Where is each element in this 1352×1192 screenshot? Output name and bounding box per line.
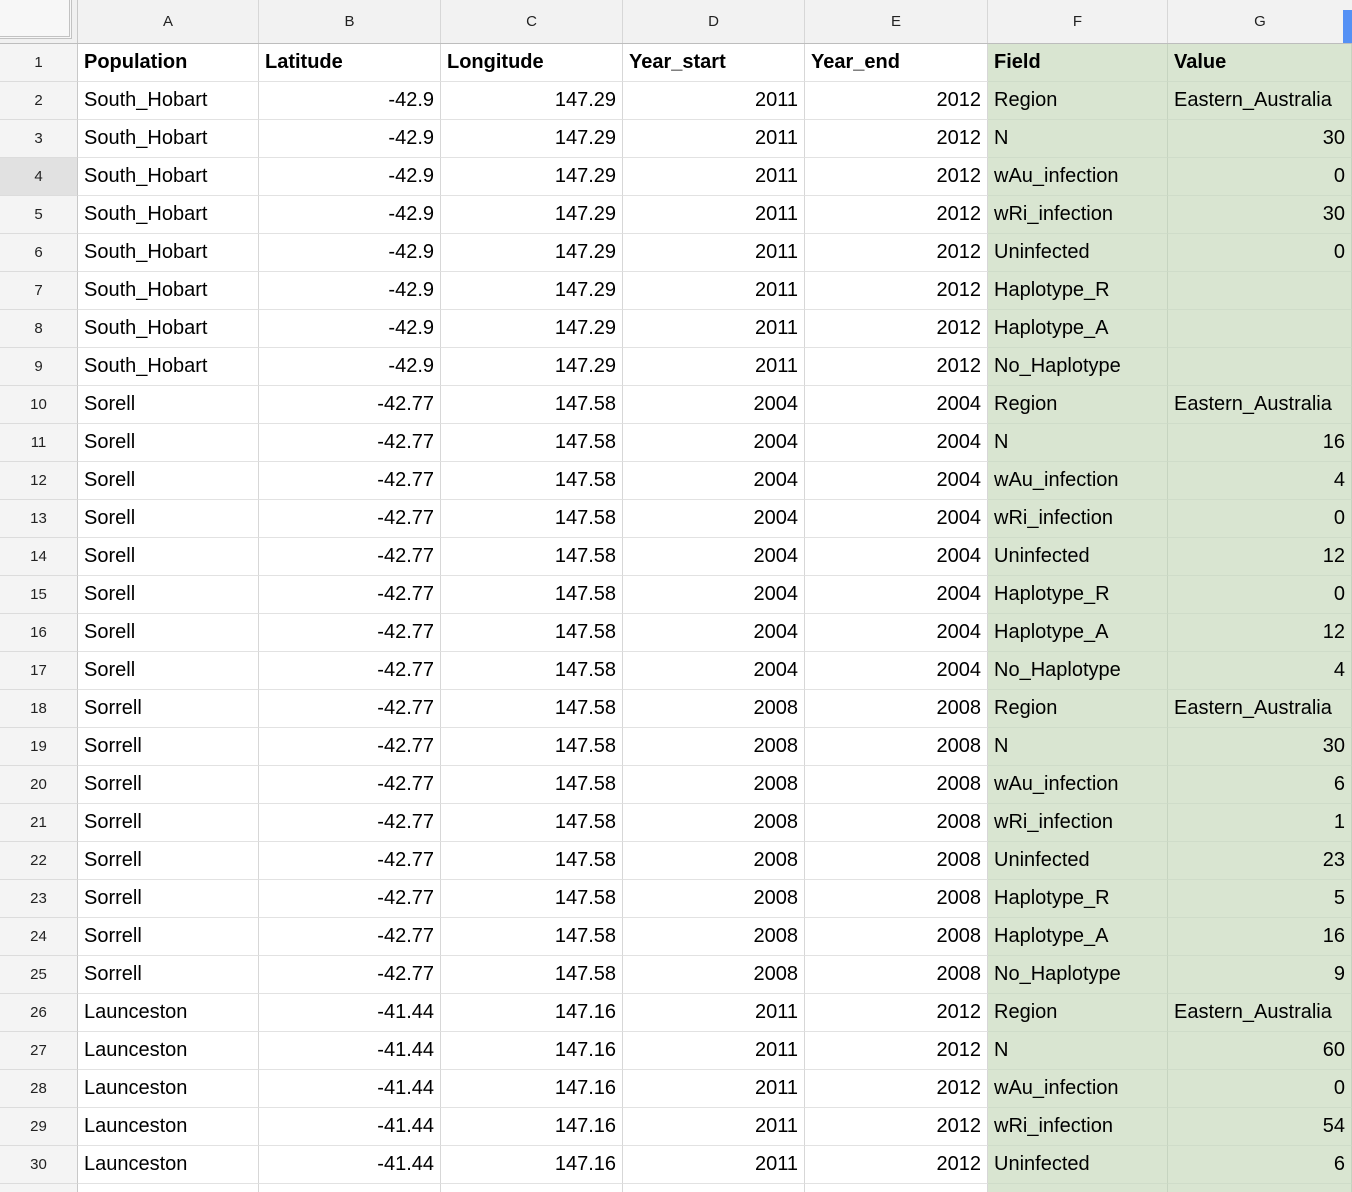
cell[interactable] xyxy=(1168,348,1352,386)
cell[interactable]: wAu_infection xyxy=(988,462,1168,500)
table-row xyxy=(0,386,1352,424)
cell[interactable]: South_Hobart xyxy=(78,348,259,386)
cell[interactable] xyxy=(623,1184,805,1192)
cell[interactable]: -41.44 xyxy=(259,1146,441,1184)
cell[interactable]: 12 xyxy=(1168,538,1352,576)
cell[interactable]: No_Haplotype xyxy=(988,956,1168,994)
row-header-11[interactable]: 11 xyxy=(0,424,78,462)
cell[interactable] xyxy=(441,1184,623,1192)
column-header-E[interactable]: E xyxy=(805,0,988,43)
cell[interactable]: wRi_infection xyxy=(988,804,1168,842)
cell[interactable]: 2011 xyxy=(623,82,805,120)
cell[interactable]: 2004 xyxy=(805,538,988,576)
row-header-26[interactable]: 26 xyxy=(0,994,78,1032)
cell[interactable]: Year_start xyxy=(623,44,805,82)
cell[interactable]: 147.29 xyxy=(441,120,623,158)
cell[interactable]: 0 xyxy=(1168,500,1352,538)
cell[interactable]: 2012 xyxy=(805,234,988,272)
cell[interactable]: 2008 xyxy=(623,728,805,766)
cell[interactable]: 147.58 xyxy=(441,880,623,918)
cell[interactable]: 147.29 xyxy=(441,234,623,272)
cell[interactable]: -41.44 xyxy=(259,994,441,1032)
header-row xyxy=(0,44,1352,82)
row-header-20[interactable]: 20 xyxy=(0,766,78,804)
cell[interactable]: 2004 xyxy=(805,500,988,538)
cell[interactable]: 60 xyxy=(1168,1032,1352,1070)
cell[interactable]: Uninfected xyxy=(988,842,1168,880)
table-row xyxy=(0,766,1352,804)
cell[interactable]: 16 xyxy=(1168,918,1352,956)
cell[interactable]: Eastern_Australia xyxy=(1168,994,1352,1032)
select-all-bevel xyxy=(0,0,72,39)
cell[interactable]: Sorrell xyxy=(78,956,259,994)
table-row xyxy=(0,234,1352,272)
cell[interactable]: 0 xyxy=(1168,1070,1352,1108)
cell[interactable]: Sorrell xyxy=(78,766,259,804)
cell[interactable]: Sorrell xyxy=(78,690,259,728)
cell[interactable]: 2008 xyxy=(805,804,988,842)
cell[interactable]: 147.58 xyxy=(441,690,623,728)
cell[interactable]: Region xyxy=(988,386,1168,424)
cell[interactable]: 2012 xyxy=(805,994,988,1032)
cell[interactable]: 2011 xyxy=(623,1108,805,1146)
cell[interactable]: 1 xyxy=(1168,804,1352,842)
cell[interactable]: 147.16 xyxy=(441,1070,623,1108)
cell[interactable]: Haplotype_R xyxy=(988,576,1168,614)
cell[interactable]: N xyxy=(988,424,1168,462)
row-header-7[interactable]: 7 xyxy=(0,272,78,310)
cell[interactable]: 2004 xyxy=(623,576,805,614)
cell[interactable]: Haplotype_R xyxy=(988,272,1168,310)
grid-body xyxy=(0,44,1352,1192)
cell[interactable] xyxy=(78,1184,259,1192)
cell[interactable]: -42.9 xyxy=(259,310,441,348)
cell[interactable]: 0 xyxy=(1168,158,1352,196)
table-row xyxy=(0,272,1352,310)
cell[interactable]: wAu_infection xyxy=(988,766,1168,804)
cell[interactable]: -42.77 xyxy=(259,424,441,462)
cell[interactable]: 16 xyxy=(1168,424,1352,462)
cell[interactable]: 147.58 xyxy=(441,652,623,690)
cell[interactable]: 2008 xyxy=(623,880,805,918)
cell[interactable]: South_Hobart xyxy=(78,310,259,348)
row-header-3[interactable]: 3 xyxy=(0,120,78,158)
cell[interactable] xyxy=(805,1184,988,1192)
cell[interactable]: 2011 xyxy=(623,310,805,348)
cell[interactable]: Region xyxy=(988,994,1168,1032)
cell[interactable]: Sorrell xyxy=(78,918,259,956)
cell[interactable]: South_Hobart xyxy=(78,196,259,234)
table-row xyxy=(0,994,1352,1032)
cell[interactable]: Eastern_Australia xyxy=(1168,386,1352,424)
cell[interactable]: 4 xyxy=(1168,652,1352,690)
cell[interactable]: Sorell xyxy=(78,386,259,424)
cell[interactable]: 2012 xyxy=(805,82,988,120)
row-header-21[interactable]: 21 xyxy=(0,804,78,842)
cell[interactable]: wAu_infection xyxy=(988,1070,1168,1108)
cell[interactable]: -42.9 xyxy=(259,158,441,196)
cell[interactable] xyxy=(1168,272,1352,310)
column-header-D[interactable]: D xyxy=(623,0,805,43)
cell[interactable] xyxy=(1168,1184,1352,1192)
cell[interactable]: 2012 xyxy=(805,120,988,158)
partial-row xyxy=(0,1184,1352,1192)
cell[interactable]: 2008 xyxy=(623,766,805,804)
cell[interactable]: Value xyxy=(1168,44,1352,82)
cell[interactable]: 2008 xyxy=(805,842,988,880)
table-row xyxy=(0,310,1352,348)
cell[interactable]: -42.9 xyxy=(259,234,441,272)
table-row xyxy=(0,842,1352,880)
cell[interactable]: 2008 xyxy=(805,690,988,728)
cell[interactable] xyxy=(259,1184,441,1192)
cell[interactable]: 2008 xyxy=(623,842,805,880)
row-header-9[interactable]: 9 xyxy=(0,348,78,386)
cell[interactable]: -42.77 xyxy=(259,538,441,576)
cell[interactable]: -42.9 xyxy=(259,120,441,158)
row-header-2[interactable]: 2 xyxy=(0,82,78,120)
cell[interactable]: Haplotype_R xyxy=(988,880,1168,918)
cell[interactable]: 147.29 xyxy=(441,348,623,386)
cell[interactable]: Year_end xyxy=(805,44,988,82)
cell[interactable]: 2008 xyxy=(805,956,988,994)
cell[interactable]: -42.77 xyxy=(259,766,441,804)
cell[interactable]: 147.58 xyxy=(441,500,623,538)
cell[interactable]: 147.58 xyxy=(441,386,623,424)
cell[interactable]: 2008 xyxy=(623,956,805,994)
row-header-16[interactable]: 16 xyxy=(0,614,78,652)
cell[interactable]: Sorell xyxy=(78,462,259,500)
cell[interactable]: 12 xyxy=(1168,614,1352,652)
cell[interactable]: -42.77 xyxy=(259,956,441,994)
cell[interactable]: Sorell xyxy=(78,614,259,652)
cell[interactable]: 2004 xyxy=(805,652,988,690)
cell[interactable]: Launceston xyxy=(78,994,259,1032)
row-header-4[interactable]: 4 xyxy=(0,158,78,196)
row-header-6[interactable]: 6 xyxy=(0,234,78,272)
cell[interactable]: -42.77 xyxy=(259,500,441,538)
cell[interactable]: 2004 xyxy=(623,424,805,462)
cell[interactable]: -42.77 xyxy=(259,462,441,500)
cell[interactable]: 147.16 xyxy=(441,994,623,1032)
cell[interactable]: 2004 xyxy=(805,576,988,614)
cell[interactable]: Longitude xyxy=(441,44,623,82)
cell[interactable]: 2008 xyxy=(805,918,988,956)
table-row xyxy=(0,728,1352,766)
cell[interactable]: Population xyxy=(78,44,259,82)
cell[interactable]: Uninfected xyxy=(988,1146,1168,1184)
cell[interactable]: -42.77 xyxy=(259,728,441,766)
row-header-1[interactable]: 1 xyxy=(0,44,78,82)
cell[interactable]: 6 xyxy=(1168,766,1352,804)
cell[interactable]: 147.29 xyxy=(441,310,623,348)
cell[interactable]: 147.58 xyxy=(441,614,623,652)
cell[interactable]: N xyxy=(988,1032,1168,1070)
cell[interactable]: South_Hobart xyxy=(78,272,259,310)
cell[interactable]: -41.44 xyxy=(259,1032,441,1070)
cell[interactable]: Sorell xyxy=(78,652,259,690)
table-row xyxy=(0,1146,1352,1184)
cell[interactable]: -41.44 xyxy=(259,1108,441,1146)
table-row xyxy=(0,880,1352,918)
table-row xyxy=(0,614,1352,652)
table-row xyxy=(0,462,1352,500)
cell[interactable]: 23 xyxy=(1168,842,1352,880)
table-row xyxy=(0,918,1352,956)
cell[interactable]: Sorrell xyxy=(78,804,259,842)
cell[interactable]: 2004 xyxy=(623,386,805,424)
cell[interactable]: -42.9 xyxy=(259,272,441,310)
cell[interactable]: 147.58 xyxy=(441,576,623,614)
cell[interactable]: 147.58 xyxy=(441,956,623,994)
cell[interactable]: 147.58 xyxy=(441,728,623,766)
cell[interactable]: 2008 xyxy=(805,728,988,766)
cell[interactable]: wAu_infection xyxy=(988,158,1168,196)
cell[interactable]: 2008 xyxy=(805,766,988,804)
cell[interactable]: 2004 xyxy=(805,386,988,424)
cell[interactable]: -42.77 xyxy=(259,652,441,690)
cell[interactable]: Eastern_Australia xyxy=(1168,690,1352,728)
column-header-B[interactable]: B xyxy=(259,0,441,43)
row-header-22[interactable]: 22 xyxy=(0,842,78,880)
table-row xyxy=(0,500,1352,538)
column-header-F[interactable]: F xyxy=(988,0,1168,43)
row-header-27[interactable]: 27 xyxy=(0,1032,78,1070)
cell[interactable]: -42.77 xyxy=(259,842,441,880)
row-header-24[interactable]: 24 xyxy=(0,918,78,956)
row-header-14[interactable]: 14 xyxy=(0,538,78,576)
row-header-18[interactable]: 18 xyxy=(0,690,78,728)
row-header-30[interactable]: 30 xyxy=(0,1146,78,1184)
cell[interactable]: 2011 xyxy=(623,1070,805,1108)
table-row xyxy=(0,690,1352,728)
cell[interactable]: 147.58 xyxy=(441,424,623,462)
cell[interactable]: 147.58 xyxy=(441,804,623,842)
row-header-28[interactable]: 28 xyxy=(0,1070,78,1108)
row-header-8[interactable]: 8 xyxy=(0,310,78,348)
row-header-10[interactable]: 10 xyxy=(0,386,78,424)
cell[interactable]: South_Hobart xyxy=(78,120,259,158)
cell[interactable]: Haplotype_A xyxy=(988,918,1168,956)
cell[interactable]: 2012 xyxy=(805,348,988,386)
cell[interactable]: -42.77 xyxy=(259,576,441,614)
cell[interactable]: 54 xyxy=(1168,1108,1352,1146)
cell[interactable]: 2011 xyxy=(623,348,805,386)
cell[interactable]: 147.58 xyxy=(441,766,623,804)
cell[interactable]: 30 xyxy=(1168,728,1352,766)
row-header-15[interactable]: 15 xyxy=(0,576,78,614)
cell[interactable]: 147.16 xyxy=(441,1032,623,1070)
cell[interactable]: Latitude xyxy=(259,44,441,82)
cell[interactable]: 2008 xyxy=(623,918,805,956)
cell[interactable] xyxy=(988,1184,1168,1192)
cell[interactable]: 147.29 xyxy=(441,272,623,310)
table-row xyxy=(0,576,1352,614)
table-row xyxy=(0,1108,1352,1146)
cell[interactable]: Launceston xyxy=(78,1146,259,1184)
cell[interactable]: 2004 xyxy=(623,538,805,576)
row-header-25[interactable]: 25 xyxy=(0,956,78,994)
cell[interactable]: No_Haplotype xyxy=(988,652,1168,690)
table-row xyxy=(0,1032,1352,1070)
cell[interactable]: N xyxy=(988,728,1168,766)
cell[interactable]: 0 xyxy=(1168,234,1352,272)
cell[interactable]: 2004 xyxy=(623,614,805,652)
column-header-row xyxy=(0,0,1352,44)
row-header-12[interactable]: 12 xyxy=(0,462,78,500)
cell[interactable]: Launceston xyxy=(78,1108,259,1146)
cell[interactable]: Eastern_Australia xyxy=(1168,82,1352,120)
row-header-23[interactable]: 23 xyxy=(0,880,78,918)
cell[interactable]: 2012 xyxy=(805,196,988,234)
cell[interactable]: 2011 xyxy=(623,1146,805,1184)
table-row xyxy=(0,652,1352,690)
cell[interactable]: 2004 xyxy=(805,424,988,462)
cell[interactable]: 2011 xyxy=(623,234,805,272)
cell[interactable]: 2011 xyxy=(623,120,805,158)
cell[interactable]: 2012 xyxy=(805,1032,988,1070)
cell[interactable]: 4 xyxy=(1168,462,1352,500)
cell[interactable]: South_Hobart xyxy=(78,234,259,272)
cell[interactable]: -42.77 xyxy=(259,804,441,842)
table-row xyxy=(0,348,1352,386)
column-header-A[interactable]: A xyxy=(78,0,259,43)
cell[interactable]: 147.29 xyxy=(441,158,623,196)
cell[interactable]: 2011 xyxy=(623,196,805,234)
cell[interactable]: Region xyxy=(988,82,1168,120)
cell[interactable]: -42.9 xyxy=(259,82,441,120)
row-header-17[interactable]: 17 xyxy=(0,652,78,690)
cell[interactable]: 2008 xyxy=(805,880,988,918)
cell[interactable]: -42.77 xyxy=(259,690,441,728)
cell[interactable]: 147.58 xyxy=(441,538,623,576)
table-row xyxy=(0,158,1352,196)
cell[interactable]: -42.77 xyxy=(259,614,441,652)
cell[interactable]: Uninfected xyxy=(988,538,1168,576)
cell[interactable]: 147.29 xyxy=(441,196,623,234)
cell[interactable]: wRi_infection xyxy=(988,1108,1168,1146)
table-row xyxy=(0,424,1352,462)
cell[interactable]: 147.58 xyxy=(441,842,623,880)
cell[interactable]: -42.77 xyxy=(259,386,441,424)
cell[interactable]: Sorrell xyxy=(78,880,259,918)
table-row xyxy=(0,82,1352,120)
cell[interactable]: 5 xyxy=(1168,880,1352,918)
cell[interactable]: Sorrell xyxy=(78,842,259,880)
cell[interactable]: -41.44 xyxy=(259,1070,441,1108)
cell[interactable]: 2004 xyxy=(805,462,988,500)
cell[interactable]: 2012 xyxy=(805,1146,988,1184)
row-header-29[interactable]: 29 xyxy=(0,1108,78,1146)
cell[interactable]: 2012 xyxy=(805,272,988,310)
cell[interactable]: 2011 xyxy=(623,1032,805,1070)
row-header-19[interactable]: 19 xyxy=(0,728,78,766)
cell[interactable]: 147.58 xyxy=(441,918,623,956)
cell[interactable]: 2011 xyxy=(623,158,805,196)
cell[interactable]: N xyxy=(988,120,1168,158)
cell[interactable]: -42.9 xyxy=(259,348,441,386)
cell[interactable]: wRi_infection xyxy=(988,196,1168,234)
cell[interactable]: 9 xyxy=(1168,956,1352,994)
cell[interactable]: 2004 xyxy=(623,462,805,500)
cell[interactable]: 2011 xyxy=(623,994,805,1032)
cell[interactable]: Haplotype_A xyxy=(988,614,1168,652)
cell[interactable]: Sorrell xyxy=(78,728,259,766)
cell[interactable]: 2004 xyxy=(623,652,805,690)
cell[interactable]: 2004 xyxy=(805,614,988,652)
cell[interactable]: Haplotype_A xyxy=(988,310,1168,348)
cell[interactable]: Region xyxy=(988,690,1168,728)
table-row xyxy=(0,196,1352,234)
cell[interactable]: 2008 xyxy=(623,804,805,842)
cell[interactable]: Sorell xyxy=(78,576,259,614)
cell[interactable]: 2011 xyxy=(623,272,805,310)
cell[interactable]: 147.58 xyxy=(441,462,623,500)
cell[interactable]: 0 xyxy=(1168,576,1352,614)
row-header-13[interactable]: 13 xyxy=(0,500,78,538)
cell[interactable]: 2008 xyxy=(623,690,805,728)
row-header-partial[interactable] xyxy=(0,1184,78,1192)
cell[interactable]: South_Hobart xyxy=(78,158,259,196)
cell[interactable]: Sorell xyxy=(78,424,259,462)
cell[interactable]: Sorell xyxy=(78,538,259,576)
cell[interactable]: wRi_infection xyxy=(988,500,1168,538)
table-row xyxy=(0,804,1352,842)
cell[interactable]: -42.77 xyxy=(259,918,441,956)
cell[interactable]: 2012 xyxy=(805,1108,988,1146)
cell[interactable]: 147.16 xyxy=(441,1146,623,1184)
cell[interactable]: Launceston xyxy=(78,1070,259,1108)
table-row xyxy=(0,1070,1352,1108)
cell[interactable]: Uninfected xyxy=(988,234,1168,272)
cell[interactable]: -42.9 xyxy=(259,196,441,234)
table-row xyxy=(0,956,1352,994)
cell[interactable]: -42.77 xyxy=(259,880,441,918)
select-all-button[interactable] xyxy=(0,0,78,43)
cell[interactable]: Launceston xyxy=(78,1032,259,1070)
cell[interactable]: 30 xyxy=(1168,120,1352,158)
column-header-G[interactable]: G xyxy=(1254,13,1266,30)
table-row xyxy=(0,538,1352,576)
cell[interactable]: 2004 xyxy=(623,500,805,538)
cell[interactable]: Sorell xyxy=(78,500,259,538)
row-header-5[interactable]: 5 xyxy=(0,196,78,234)
cell[interactable]: 30 xyxy=(1168,196,1352,234)
cell[interactable]: 147.29 xyxy=(441,82,623,120)
table-row xyxy=(0,120,1352,158)
column-header-C[interactable]: C xyxy=(441,0,623,43)
cell[interactable]: South_Hobart xyxy=(78,82,259,120)
cell[interactable]: 2012 xyxy=(805,1070,988,1108)
cell[interactable]: 2012 xyxy=(805,310,988,348)
cell[interactable]: Field xyxy=(988,44,1168,82)
vertical-scrollbar-thumb[interactable] xyxy=(1343,10,1352,43)
cell[interactable]: No_Haplotype xyxy=(988,348,1168,386)
cell[interactable]: 147.16 xyxy=(441,1108,623,1146)
cell[interactable] xyxy=(1168,310,1352,348)
cell[interactable]: 6 xyxy=(1168,1146,1352,1184)
cell[interactable]: 2012 xyxy=(805,158,988,196)
